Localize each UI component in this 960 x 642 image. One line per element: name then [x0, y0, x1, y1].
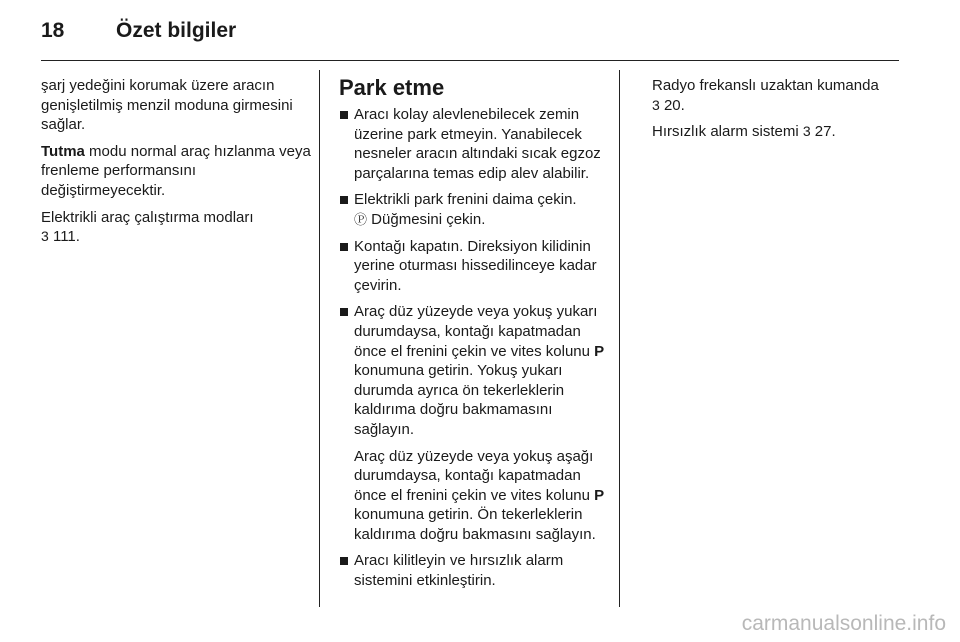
- page-number: 18: [41, 19, 65, 42]
- paragraph-drive-modes: Elektrikli araç çalıştırma modları 3 111.: [41, 208, 254, 246]
- column-1: [41, 76, 311, 254]
- paragraph-range-extender: şarj yedeğini korumak üzere aracın genişletilmiş menzil moduna girmesini sağlar.: [41, 77, 293, 134]
- page-ref-link[interactable]: 20.: [659, 96, 685, 114]
- page-ref-link[interactable]: 27.: [810, 123, 836, 141]
- list-item: Aracı kolay alevlenebilecek zemin üzerine park etmeyin. Yanabilecek nesneler aracın altındaki sıcak egzoz parçalarına temas edip alev alabilir.: [339, 105, 611, 183]
- column-divider-1: [319, 70, 320, 607]
- page-title: Özet bilgiler: [116, 19, 237, 42]
- list-item: Elektrikli park frenini daima çekin. Ⓟ Düğmesini çekin.: [339, 190, 611, 229]
- parking-brake-icon: Ⓟ: [354, 211, 368, 227]
- page-ref-icon: 3: [802, 123, 811, 140]
- list-item: Aracı kilitleyin ve hırsızlık alarm sistemini etkinleştirin.: [339, 551, 611, 590]
- watermark: carmanualsonline.info: [741, 612, 946, 635]
- header-rule: [41, 60, 899, 61]
- column-3: [652, 76, 910, 149]
- paragraph-remote-control: Radyo frekanslı uzaktan kumanda 3 20.: [652, 77, 879, 114]
- list-item-subparagraph: Araç düz yüzeyde veya yokuş aşağı durumdaysa, kontağı kapatmadan önce el frenini çekin ve vites kolunu P konumuna getirin. Ön tekerleklerin kaldırıma doğru bakmasını sağlayın.: [354, 447, 605, 543]
- section-title-parking: Park etme: [339, 75, 445, 100]
- list-item: Araç düz yüzeyde veya yokuş yukarı durumdaysa, kontağı kapatmadan önce el frenini çekin ve vites kolunu P konumuna getirin. Yokuş yukarı durumda ayrıca ön tekerleklerin kaldırıma doğru bakmamasını sağlayın. Araç düz yüzeyde veya yokuş aşağı durumdaysa, kontağı kapatmadan önce el frenini çekin ve vites kolunu P konumuna getirin. Ön tekerleklerin kaldırıma doğru bakmasını sağlayın.: [339, 302, 611, 544]
- page-ref-icon: 3: [41, 228, 49, 245]
- list-item: Kontağı kapatın. Direksiyon kilidinin yerine oturması hissedilinceye kadar çevirin.: [339, 237, 611, 296]
- paragraph-hold-mode: Tutma modu normal araç hızlanma veya frenleme performansını değiştirmeyecektir.: [41, 142, 311, 199]
- column-divider-2: [619, 70, 620, 607]
- paragraph-alarm-system: Hırsızlık alarm sistemi 3 27.: [652, 123, 836, 141]
- page-ref-link[interactable]: 111.: [48, 228, 80, 246]
- column-2: [339, 76, 611, 598]
- parking-bullet-list: [339, 105, 611, 591]
- page-ref-icon: 3: [652, 96, 660, 113]
- term-hold: Tutma: [41, 142, 85, 160]
